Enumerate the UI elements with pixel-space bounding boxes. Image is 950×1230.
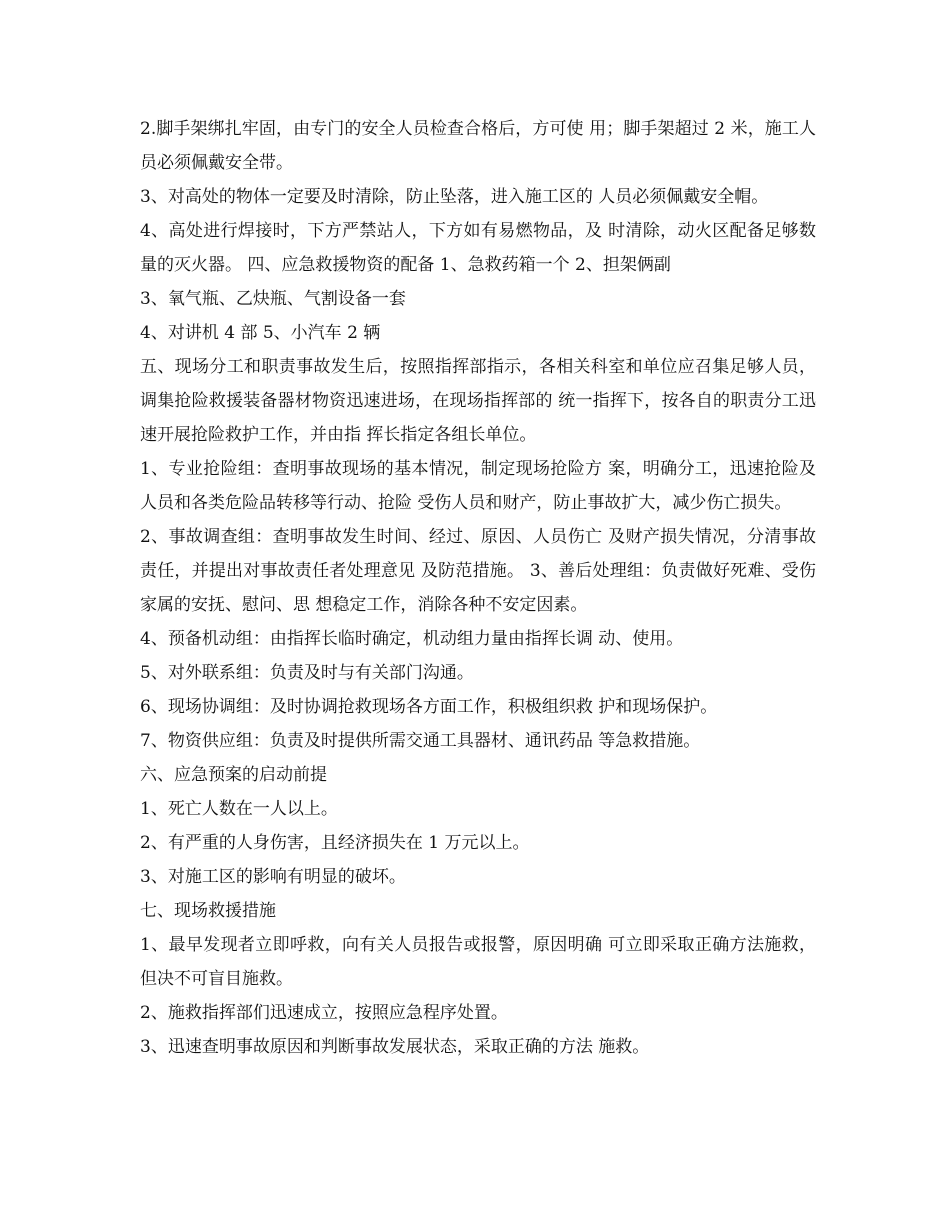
paragraph-11: 6、现场协调组：及时协调抢救现场各方面工作，积极组织救 护和现场保护。 — [140, 697, 718, 717]
paragraph-1: 2.脚手架绑扎牢固，由专门的安全人员检查合格后，方可使 用；脚手架超过 2 米，施工人员必须佩戴安全带。 — [140, 119, 816, 173]
document-body — [140, 112, 816, 1064]
paragraph-20: 3、迅速查明事故原因和判断事故发展状态，采取正确的方法 施救。 — [140, 1037, 650, 1057]
paragraph-10: 5、对外联系组：负责及时与有关部门沟通。 — [140, 663, 474, 683]
paragraph-14: 1、死亡人数在一人以上。 — [140, 799, 338, 819]
paragraph-2: 3、对高处的物体一定要及时清除，防止坠落，进入施工区的 人员必须佩戴安全帽。 — [140, 187, 769, 207]
section-heading-6: 六、应急预案的启动前提 — [140, 765, 327, 785]
paragraph-8: 2、事故调查组：查明事故发生时间、经过、原因、人员伤亡 及财产损失情况，分清事故责任，并提出对事故责任者处理意见 及防范措施。 3、善后处理组：负责做好死难、受伤家属的安抚、慰问、思 想稳定工作，消除各种不安定因素。 — [140, 527, 816, 615]
paragraph-18: 1、最早发现者立即呼救，向有关人员报告或报警，原因明确 可立即采取正确方法施救，但决不可盲目施救。 — [140, 935, 816, 989]
paragraph-15: 2、有严重的人身伤害，且经济损失在 1 万元以上。 — [140, 833, 530, 853]
paragraph-6: 五、现场分工和职责事故发生后，按照指挥部指示，各相关科室和单位应召集足够人员，调集抢险救援装备器材物资迅速进场，在现场指挥部的 统一指挥下，按各自的职责分工迅速开展抢险救护工作，并由指 挥长指定各组长单位。 — [140, 357, 816, 445]
paragraph-3: 4、高处进行焊接时，下方严禁站人，下方如有易燃物品，及 时清除，动火区配备足够数量的灭火器。 四、应急救援物资的配备 1、急救药箱一个 2、担架俩副 — [140, 221, 816, 275]
paragraph-12: 7、物资供应组：负责及时提供所需交通工具器材、通讯药品 等急救措施。 — [140, 731, 701, 751]
paragraph-4: 3、氧气瓶、乙炔瓶、气割设备一套 — [140, 289, 406, 309]
section-heading-7: 七、现场救援措施 — [140, 901, 276, 921]
paragraph-5: 4、对讲机 4 部 5、小汽车 2 辆 — [140, 323, 381, 343]
paragraph-19: 2、施救指挥部们迅速成立，按照应急程序处置。 — [140, 1003, 508, 1023]
paragraph-16: 3、对施工区的影响有明显的破坏。 — [140, 867, 406, 887]
paragraph-7: 1、专业抢险组：查明事故现场的基本情况，制定现场抢险方 案，明确分工，迅速抢险及人员和各类危险品转移等行动、抢险 受伤人员和财产，防止事故扩大，减少伤亡损失。 — [140, 459, 816, 513]
paragraph-9: 4、预备机动组：由指挥长临时确定，机动组力量由指挥长调 动、使用。 — [140, 629, 684, 649]
